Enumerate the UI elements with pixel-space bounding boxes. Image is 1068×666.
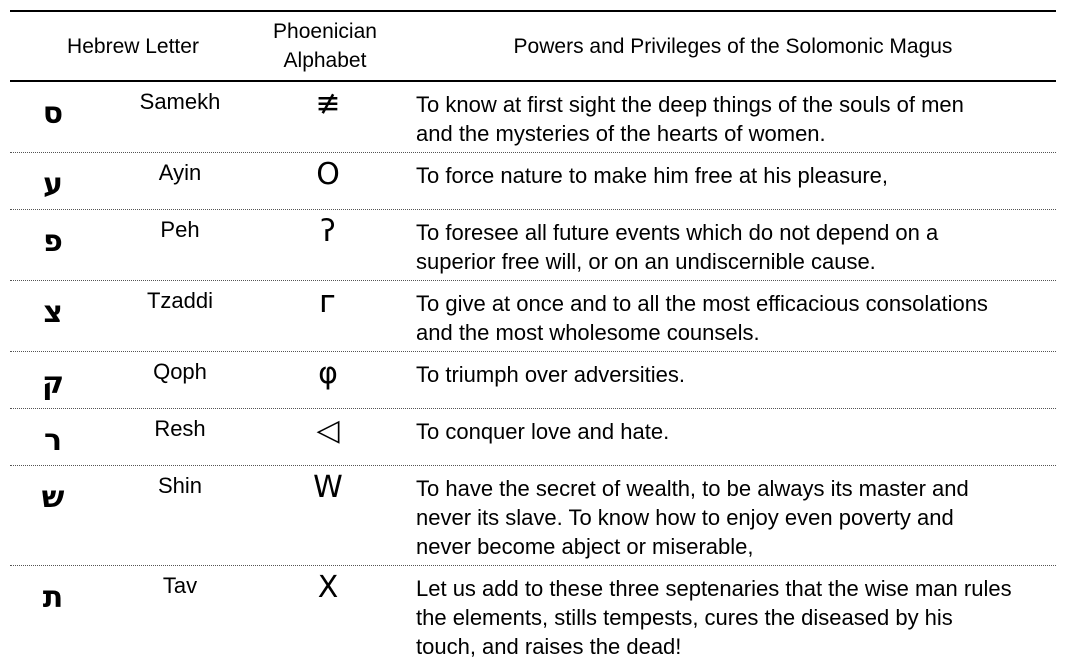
table-body bbox=[10, 82, 1056, 663]
hebrew-letter-name: Tav bbox=[162, 573, 198, 598]
header-powers: Powers and Privileges of the Solomonic Magus bbox=[513, 34, 953, 58]
phoenician-glyph: ≢ bbox=[315, 86, 341, 121]
power-line: and the most wholesome counsels. bbox=[416, 320, 760, 345]
power-line: To triumph over adversities. bbox=[416, 362, 685, 387]
phoenician-glyph: O bbox=[316, 157, 340, 192]
hebrew-letter-glyph: צ bbox=[43, 295, 63, 330]
power-description bbox=[416, 417, 1056, 446]
table-row bbox=[10, 82, 1056, 153]
hebrew-letter-name: Peh bbox=[160, 217, 200, 242]
table-row bbox=[10, 281, 1056, 352]
power-line: To have the secret of wealth, to be always its master and bbox=[416, 476, 969, 501]
power-description bbox=[416, 574, 1056, 661]
table-row bbox=[10, 210, 1056, 281]
table-row bbox=[10, 566, 1056, 663]
phoenician-glyph: ᴦ bbox=[319, 285, 337, 320]
table-row bbox=[10, 466, 1056, 566]
power-line: never become abject or miserable, bbox=[416, 534, 754, 559]
power-description bbox=[416, 161, 1056, 190]
hebrew-letter-glyph: ק bbox=[41, 366, 65, 401]
table-header bbox=[10, 10, 1056, 82]
phoenician-glyph: X bbox=[317, 570, 339, 605]
hebrew-letter-name: Qoph bbox=[153, 359, 207, 384]
hebrew-letter-name: Ayin bbox=[158, 160, 202, 185]
hebrew-letter-name: Tzaddi bbox=[146, 288, 214, 313]
hebrew-letter-glyph: ת bbox=[42, 580, 64, 615]
table-row bbox=[10, 409, 1056, 466]
power-line: To force nature to make him free at his pleasure, bbox=[416, 163, 889, 188]
phoenician-glyph: ◁ bbox=[316, 413, 340, 448]
power-line: superior free will, or on an undiscernible cause. bbox=[416, 249, 876, 274]
hebrew-letter-name: Shin bbox=[157, 473, 203, 498]
power-line: Let us add to these three septenaries that the wise man rules bbox=[416, 576, 1012, 601]
power-description bbox=[416, 474, 1056, 561]
hebrew-letter-glyph: ש bbox=[41, 480, 65, 515]
hebrew-letter-name: Resh bbox=[154, 416, 206, 441]
hebrew-letter-glyph: ע bbox=[43, 167, 63, 202]
header-phoenician-alphabet: Phoenician Alphabet bbox=[273, 20, 377, 72]
power-line: To conquer love and hate. bbox=[416, 419, 670, 444]
table-row bbox=[10, 153, 1056, 210]
hebrew-letter-glyph: פ bbox=[43, 224, 63, 259]
power-line: touch, and raises the dead! bbox=[416, 634, 682, 659]
hebrew-letter-name: Samekh bbox=[139, 89, 221, 114]
power-description bbox=[416, 218, 1056, 276]
power-line: To know at first sight the deep things of the souls of men bbox=[416, 92, 964, 117]
power-line: the elements, stills tempests, cures the diseased by his bbox=[416, 605, 953, 630]
power-description bbox=[416, 360, 1056, 389]
table-row bbox=[10, 352, 1056, 409]
power-line: never its slave. To know how to enjoy even poverty and bbox=[416, 505, 954, 530]
power-description bbox=[416, 289, 1056, 347]
phoenician-glyph: φ bbox=[318, 356, 338, 391]
phoenician-glyph: W bbox=[313, 470, 343, 505]
power-line: and the mysteries of the hearts of women. bbox=[416, 121, 826, 146]
hebrew-letter-glyph: ס bbox=[42, 96, 64, 131]
power-line: To foresee all future events which do not depend on a bbox=[416, 220, 939, 245]
hebrew-letter-glyph: ר bbox=[43, 423, 63, 458]
power-description bbox=[416, 90, 1056, 148]
phoenician-glyph: ʔ bbox=[320, 214, 336, 249]
powers-table bbox=[10, 10, 1056, 663]
header-hebrew-letter: Hebrew Letter bbox=[67, 34, 199, 58]
power-line: To give at once and to all the most efficacious consolations bbox=[416, 291, 988, 316]
